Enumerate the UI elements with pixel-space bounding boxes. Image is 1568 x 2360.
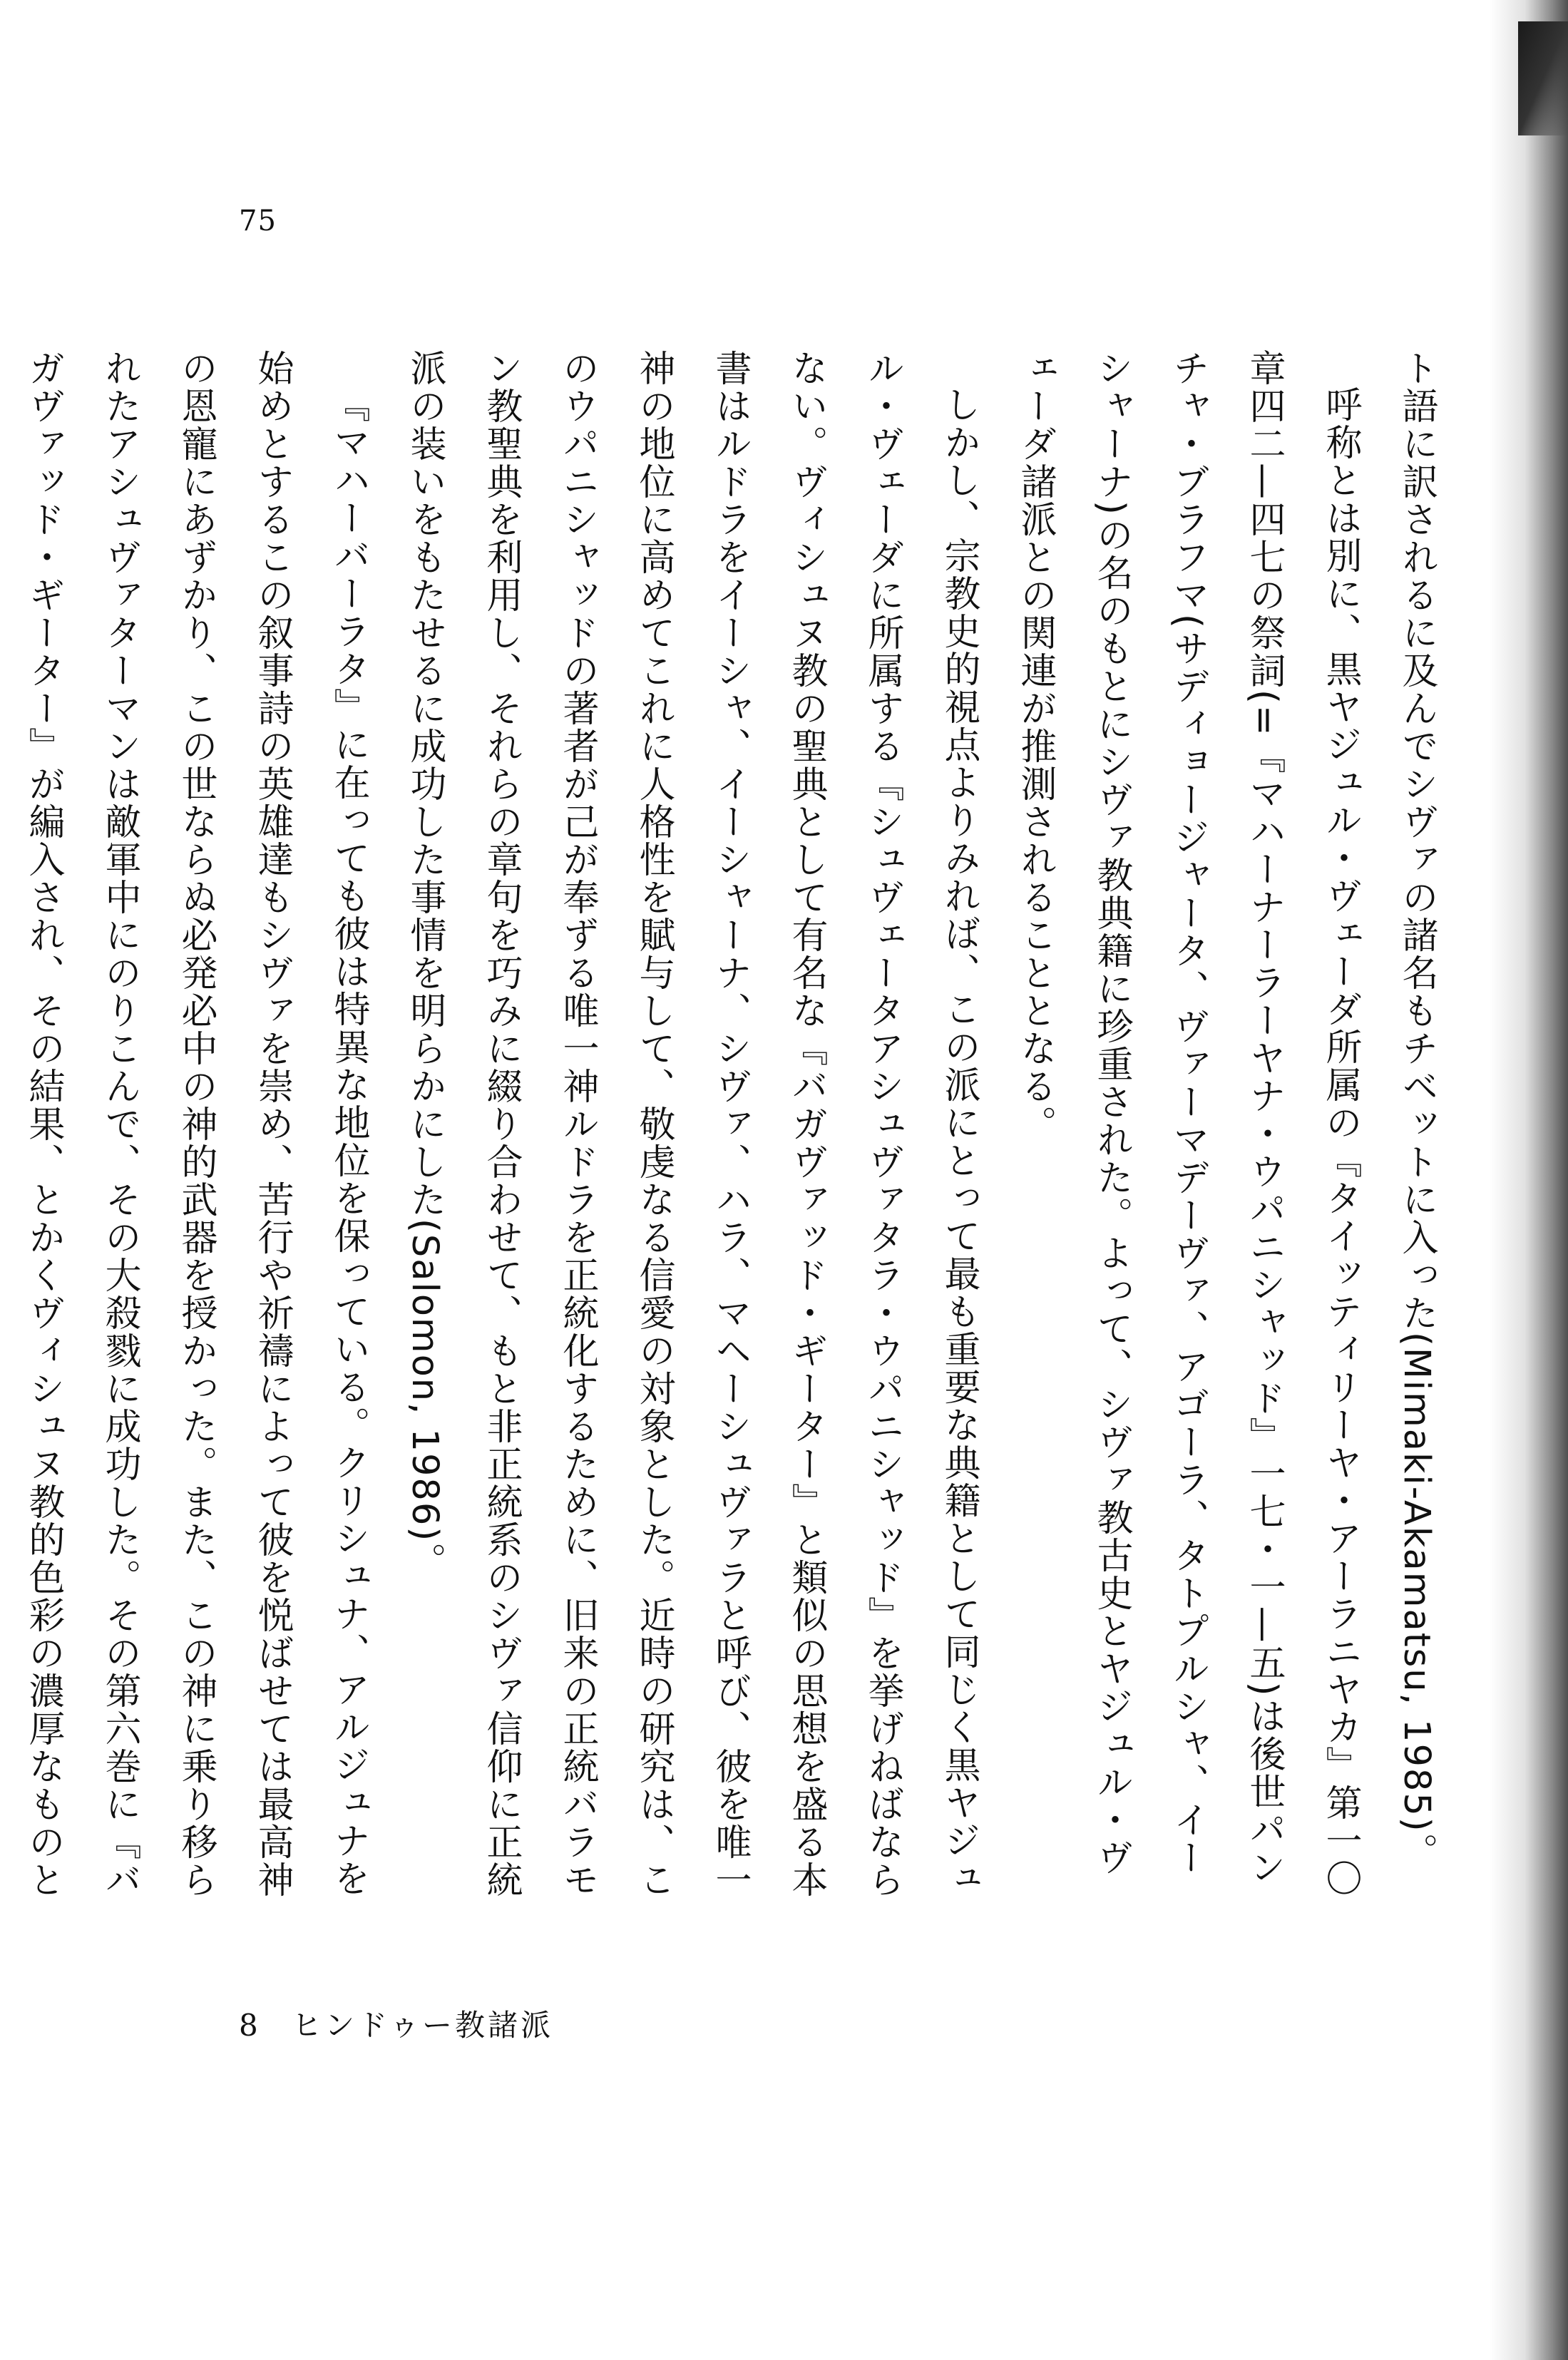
paragraph: しかし、宗教史的視点よりみれば、この派にとって最も重要な典籍として同じく黒ヤジュル・ヴェーダに所属する『シュヴェータアシュヴァタラ・ウパニシャッド』を挙げねばならない。ヴィシュヌ教の聖典として有名な『バガヴァッド・ギーター』と類似の思想を盛る本書はルドラをイーシャ、イーシャーナ、シヴァ、ハラ、マヘーシュヴァラと呼び、彼を唯一神の地位に高めてこれに人格性を賦与して、敬虔なる信愛の対象とした。近時の研究は、このウパニシャッドの著者が己が奉ずる唯一神ルドラを正統化するために、旧来の正統バラモン教聖典を利用し、それらの章句を巧みに綴り合わせて、もと非正統系のシヴァ信仰に正統派の装いをもたせるに成功した事情を明らかにした(Salomon, 1986)。 [404, 349, 980, 1899]
chapter-number: 8 [239, 2008, 258, 2043]
binding-edge-dark-corner [1518, 21, 1568, 135]
page-number: 75 [239, 205, 277, 237]
body-text [22, 349, 1455, 1911]
running-footer [239, 2008, 554, 2043]
binding-edge-shadow [1490, 0, 1568, 2360]
paragraph: 呼称とは別に、黒ヤジュル・ヴェーダ所属の『タイッティリーヤ・アーラニヤカ』第一〇章四二—四七の祭詞(=『マハーナーラーヤナ・ウパニシャッド』一七・一—五)は後世パンチャ・ブラフマ(サディョージャータ、ヴァーマデーヴァ、アゴーラ、タトプルシャ、イーシャーナ)の名のもとにシヴァ教典籍に珍重された。よって、シヴァ教古史とヤジュル・ヴェーダ諸派との関連が推測されることとなる。 [1014, 349, 1361, 1897]
chapter-title: ヒンドゥー教諸派 [292, 2008, 554, 2043]
paragraph: 『マハーバーラタ』に在っても彼は特異な地位を保っている。クリシュナ、アルジュナを始めとするこの叙事詩の英雄達もシヴァを崇め、苦行や祈禱によって彼を悦ばせては最高神の恩寵にあずかり、この世ならぬ必発必中の神的武器を授かった。また、この神に乗り移られたアシュヴァターマンは敵軍中にのりこんで、その大殺戮に成功した。その第六巻に『バガヴァッド・ギーター』が編入され、その結果、とかくヴィシュヌ教的色彩の濃厚なものと [22, 349, 369, 1899]
paragraph-continuation: ト語に訳されるに及んでシヴァの諸名もチベットに入った(Mimaki-Akamatsu, 1985)。 [1395, 349, 1438, 1871]
